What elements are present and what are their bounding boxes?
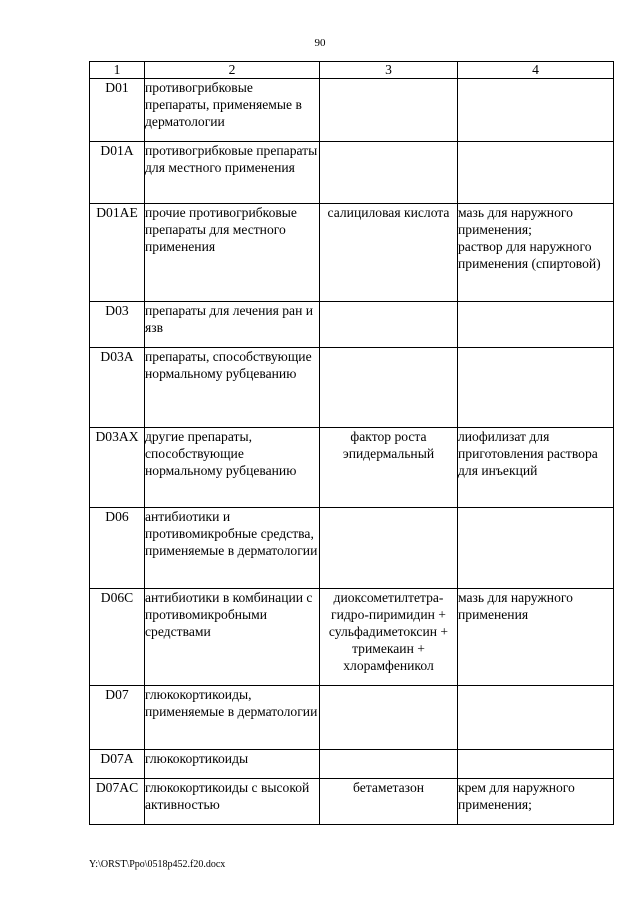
group-name-cell: прочие противогрибковые препараты для местного применения <box>145 204 320 302</box>
dosage-form-cell <box>458 348 614 428</box>
inn-cell: фактор роста эпидермальный <box>320 428 458 508</box>
group-name-cell: глюкокортикоиды с высокой активностью <box>145 779 320 825</box>
table-row <box>90 142 614 204</box>
table-row <box>90 428 614 508</box>
dosage-form-cell: лиофилизат для приготовления раствора для инъекций <box>458 428 614 508</box>
atc-code-cell: D07 <box>90 686 145 750</box>
group-name-cell: глюкокортикоиды <box>145 750 320 779</box>
page-number: 90 <box>314 37 326 49</box>
inn-cell: бетаметазон <box>320 779 458 825</box>
inn-cell <box>320 686 458 750</box>
column-header-1: 1 <box>90 62 145 79</box>
table-row <box>90 348 614 428</box>
group-name-cell: препараты, способствующие нормальному рубцеванию <box>145 348 320 428</box>
table-row <box>90 508 614 589</box>
column-header-3: 3 <box>320 62 458 79</box>
table-row <box>90 750 614 779</box>
group-name-cell: антибиотики в комбинации с противомикробными средствами <box>145 589 320 686</box>
table-row <box>90 204 614 302</box>
column-header-4: 4 <box>458 62 614 79</box>
file-path-footer: Y:\ORST\Ppo\0518p452.f20.docx <box>89 859 226 870</box>
dosage-form-cell <box>458 302 614 348</box>
atc-code-cell: D07AC <box>90 779 145 825</box>
dosage-form-cell: мазь для наружного применения; раствор для наружного применения (спиртовой) <box>458 204 614 302</box>
atc-code-cell: D01 <box>90 79 145 142</box>
inn-cell <box>320 750 458 779</box>
dosage-form-cell <box>458 142 614 204</box>
table-row <box>90 79 614 142</box>
table-row <box>90 589 614 686</box>
group-name-cell: глюкокортикоиды, применяемые в дерматологии <box>145 686 320 750</box>
dosage-form-cell <box>458 750 614 779</box>
atc-code-cell: D01AE <box>90 204 145 302</box>
table-row <box>90 779 614 825</box>
group-name-cell: другие препараты, способствующие нормальному рубцеванию <box>145 428 320 508</box>
atc-code-cell: D01A <box>90 142 145 204</box>
inn-cell <box>320 302 458 348</box>
dosage-form-cell <box>458 79 614 142</box>
group-name-cell: противогрибковые препараты для местного применения <box>145 142 320 204</box>
dosage-form-cell <box>458 686 614 750</box>
group-name-cell: препараты для лечения ран и язв <box>145 302 320 348</box>
group-name-cell: антибиотики и противомикробные средства, применяемые в дерматологии <box>145 508 320 589</box>
table-row <box>90 302 614 348</box>
atc-table <box>89 61 614 825</box>
table-header-row <box>90 62 614 79</box>
inn-cell <box>320 508 458 589</box>
inn-cell <box>320 348 458 428</box>
group-name-cell: противогрибковые препараты, применяемые в дерматологии <box>145 79 320 142</box>
inn-cell <box>320 142 458 204</box>
atc-code-cell: D06 <box>90 508 145 589</box>
column-header-2: 2 <box>145 62 320 79</box>
inn-cell <box>320 79 458 142</box>
table-row <box>90 686 614 750</box>
inn-cell: диоксометилтетра-гидро-пиримидин + сульфадиметоксин + тримекаин + хлорамфеникол <box>320 589 458 686</box>
dosage-form-cell: мазь для наружного применения <box>458 589 614 686</box>
atc-code-cell: D03AX <box>90 428 145 508</box>
atc-code-cell: D06C <box>90 589 145 686</box>
atc-code-cell: D03A <box>90 348 145 428</box>
dosage-form-cell <box>458 508 614 589</box>
inn-cell: салициловая кислота <box>320 204 458 302</box>
atc-code-cell: D03 <box>90 302 145 348</box>
dosage-form-cell: крем для наружного применения; <box>458 779 614 825</box>
atc-code-cell: D07A <box>90 750 145 779</box>
